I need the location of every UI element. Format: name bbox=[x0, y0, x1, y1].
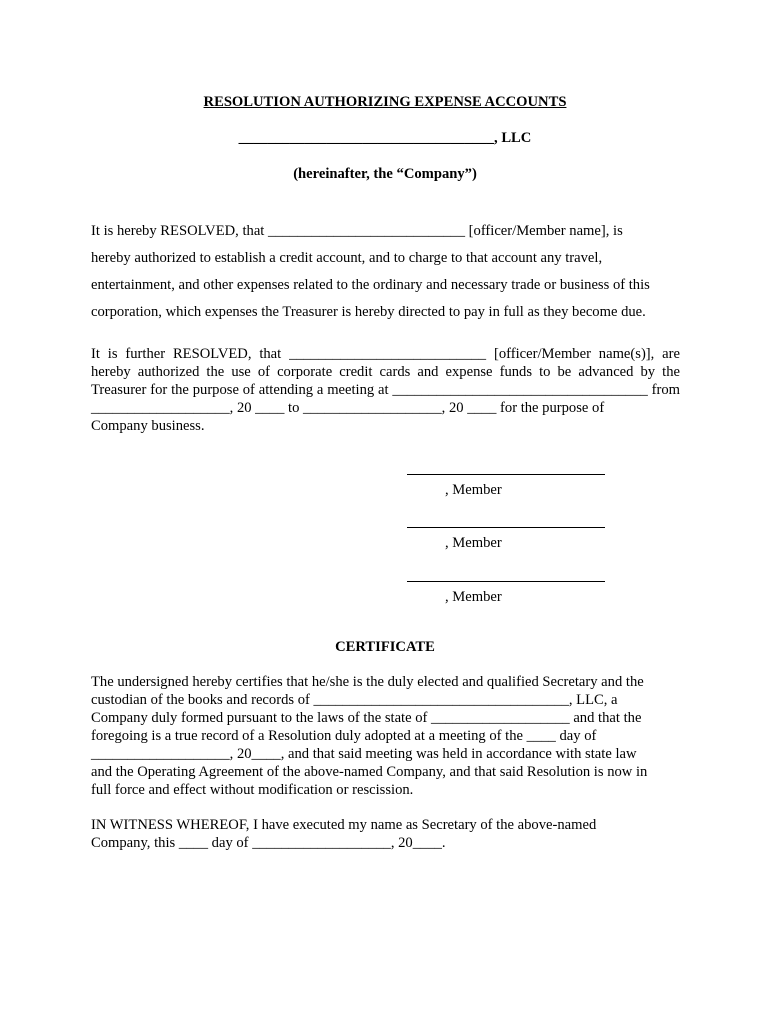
signature-label: , Member bbox=[445, 589, 502, 605]
signature-line bbox=[407, 527, 605, 528]
resolution-2-main-text: It is further RESOLVED, that ___________________________ [officer/Member name(s)], are hereby authorized the use of corporate credit cards and expense funds to be advanced by the Treasurer for the purpose of attending a meeting at ___________________________________ from ___________________, 20 ____ to ___________________, 20 ____ for the purpose of bbox=[91, 346, 680, 416]
member-signature-2 bbox=[407, 527, 605, 551]
certificate-paragraph: The undersigned hereby certifies that he/she is the duly elected and qualified Secretary and the custodian of the books and records of ___________________________________, LLC, a Company duly formed pursuant to the laws of the state of ___________________ and that the foregoing is a true record of a Resolution duly adopted at a meeting of the ____ day of ___________________, 20____, and that said meeting was held in accordance with state law and the Operating Agreement of the above-named Company, and that said Resolution is now in full force and effect without modification or rescission. bbox=[91, 674, 648, 798]
document-title: RESOLUTION AUTHORIZING EXPENSE ACCOUNTS bbox=[203, 94, 567, 110]
resolution-paragraph-2 bbox=[91, 345, 680, 435]
signature-label: , Member bbox=[445, 535, 502, 551]
company-name-line: ___________________________________, LLC bbox=[238, 130, 532, 146]
document-subtitle: (hereinafter, the “Company”) bbox=[293, 166, 477, 182]
certificate-title: CERTIFICATE bbox=[335, 639, 435, 655]
member-signature-3 bbox=[407, 581, 605, 605]
signature-label: , Member bbox=[445, 482, 502, 498]
member-signature-1 bbox=[407, 474, 605, 498]
witness-paragraph: IN WITNESS WHEREOF, I have executed my name as Secretary of the above-named Company, this ____ day of ___________________, 20____. bbox=[91, 817, 597, 851]
signature-line bbox=[407, 474, 605, 475]
resolution-paragraph-1: It is hereby RESOLVED, that ___________________________ [officer/Member name], is hereby authorized to establish a credit account, and to charge to that account any travel, entertainment, and other expenses related to the ordinary and necessary trade or business of this corporation, which expenses the Treasurer is hereby directed to pay in full as they become due. bbox=[91, 223, 650, 320]
signature-line bbox=[407, 581, 605, 582]
resolution-2-end-text: Company business. bbox=[91, 418, 205, 434]
